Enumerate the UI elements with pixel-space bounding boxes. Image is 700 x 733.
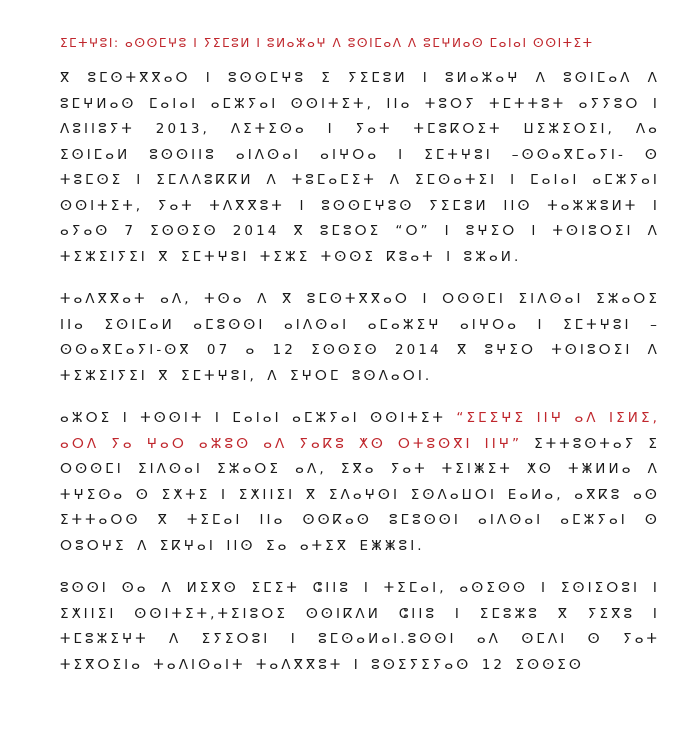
- paragraph-3-text-rest: ⵉⵜⵜⵓⵙⵜⴰⵢ ⵉ ⵔⵙⵙⵎⵏ ⵉⵏⴷⵙⴰⵏ ⵉⵣⴰⵔⵉ ⴰⴷ, ⵉⴳⴰ ⵢⴰⵜ ⵜⵉⵏⵥⵉⵜ ⵅⵙ ⵜⵥⵍⵍⴰ ⴷ ⵜⵖⵉⵙⴰ ⵙ ⵉⵅⵜⵉ ⵏ ⵉⵅⵏⵏⵉⵏ ⴳ ⵉⴷⴰⵖⵙⵏ ⵉⵙⴷⴰⵡⵔⵏ ⴹⴰⵍⴰ, ⴰⴳⴽⵓ ⴰⵙ ⵉⵜⵜⴰⵔⵙ ⴳ ⵜⵉⵎⴰⵏ ⵏⵏⴰ ⵙⵙⴽⴰⵙ ⵓⵎⵓⵙⵙⵏ ⴰⵏⴷⵙⴰⵏ ⴰⵎⵣⵢⴰⵏ ⵙ ⵔⵓⵔⵖⵉ ⴷ ⵉⴽⵖⴰⵏ ⵏⵏⵙ ⵉⴰ ⴰⵜⵉⴳ ⴹⵥⵥⵓⵏ.: [60, 435, 660, 554]
- document-title: ⵉⵎⵜⵖⵓⵏ: ⴰⵙⵙⵎⵖⵓ ⵏ ⵢⵉⵎⵓⵍ ⵏ ⵓⵍⴰⵣⴰⵖ ⴷ ⵓⵙⵏⵎⴰⴷ ⴷ ⵓⵎⵖⵍⴰⵙ ⵎⴰⵏⴰⵏ ⵙⵙⵏⵜⵉⵜ: [60, 36, 594, 50]
- paragraph-3: [60, 406, 660, 559]
- paragraph-1: [60, 66, 660, 270]
- paragraph-2-text: ⵜⴰⴷⴳⴳⴰⵜ ⴰⴷ, ⵜⵙⴰ ⴷ ⴳ ⵓⵎⵙⵜⴳⴳⴰⵔ ⵏ ⵔⵙⵙⵎⵏ ⵉⵏⴷⵙⴰⵏ ⵉⵣⴰⵔⵉ ⵏⵏⴰ ⵉⵙⵏⵎⴰⵍ ⴰⵎⵓⵙⵙⵏ ⴰⵏⴷⵙⴰⵏ ⴰⵎⴰⵣⵉⵖ ⴰⵏⵖⵔⴰ ⵏ ⵉⵎⵜⵖⵓⵏ – ⵙⵙⴰⴳⵎⴰⵢⵏ-ⵙⴳ 07 ⴰ 12 ⵉⵙⵙⵉⵙ 2014 ⴳ ⵓⵖⵉⵔ ⵜⵙⵏⵓⵔⵉⵏ ⴷ ⵜⵉⵣⵉⵏⵢⵉⵏ ⴳ ⵉⵎⵜⵖⵓⵏ, ⴷ ⵉⵖⵔⵎ ⵓⵙⴷⴰⵔⵏ.: [60, 291, 660, 384]
- paragraph-4: [60, 576, 660, 678]
- paragraph-3-text-intro: ⴰⵣⵔⵉ ⵏ ⵜⵙⵙⵏⵜ ⵏ ⵎⴰⵏⴰⵏ ⴰⵎⵣⵢⴰⵏ ⵙⵙⵏⵜⵉⵜ: [60, 410, 457, 426]
- paragraph-2: [60, 287, 660, 389]
- paragraph-1-text: ⴳ ⵓⵎⵙⵜⴳⴳⴰⵔ ⵏ ⵓⵙⵙⵎⵖⵓ ⵉ ⵢⵉⵎⵓⵍ ⵏ ⵓⵍⴰⵣⴰⵖ ⴷ ⵓⵙⵏⵎⴰⴷ ⴷ ⵓⵎⵖⵍⴰⵙ ⵎⴰⵏⴰⵏ ⴰⵎⵣⵢⴰⵏ ⵙⵙⵏⵜⵉⵜ, ⵏⵏⴰ ⵜⵓⵔⵢ ⵜⵎⵜⵜⵓⵜ ⴰⵢⵢⵓⵔ ⵏ ⴷⵓⵏⵏⵓⵢⵜ 2013, ⴷⵉⵜⵉⵙⴰ ⵏ ⵢⴰⵜ ⵜⵎⵓⴽⵔⵉⵜ ⵡⵉⵣⵉⵔⵉⵏ, ⴷⴰ ⵉⵙⵏⵎⴰⵍ ⵓⵙⵙⵏⵏⵓ ⴰⵏⴷⵙⴰⵏ ⴰⵏⵖⵔⴰ ⵏ ⵉⵎⵜⵖⵓⵏ –ⵙⵙⴰⴳⵎⴰⵢⵏ- ⵙ ⵜⵓⵎⵙⵉ ⵏ ⵉⵎⴷⴷⵓⴽⴽⵍ ⴷ ⵜⵓⵎⴰⵎⵉⵜ ⴷ ⵉⵎⵙⴰⵜⵉⵏ ⵏ ⵎⴰⵏⴰⵏ ⴰⵎⵣⵢⴰⵏ ⵙⵙⵏⵜⵉⵜ, ⵢⴰⵜ ⵜⴷⴳⴳⵓⵜ ⵏ ⵓⵙⵙⵎⵖⵓⵙ ⵢⵉⵎⵓⵍ ⵏⵏⵙ ⵜⴰⵣⵣⵓⵍⵜ ⵏ ⴰⵢⴰⵙ 7 ⵉⵙⵙⵉⵙ 2014 ⴳ ⵓⵎⵓⵔⵉ “ⵔ” ⵏ ⵓⵖⵉⵔ ⵏ ⵜⵙⵏⵓⵔⵉⵏ ⴷ ⵜⵉⵣⵉⵏⵢⵉⵏ ⴳ ⵉⵎⵜⵖⵓⵏ ⵜⵉⵣⵉ ⵜⵙⵙⵉ ⴽⵓⴰⵜ ⵏ ⵓⵣⴰⵍ.: [60, 70, 660, 265]
- paragraph-4-text: ⵓⵙⵙⵏ ⵙⴰ ⴷ ⵍⵉⴳⵙ ⵉⵎⵉⵜ ⵛⵏⵏⵓ ⵏ ⵜⵉⵎⴰⵏ, ⴰⵙⵉⵙⵙ ⵏ ⵉⵙⵏⵉⵔⵓⵏ ⵏ ⵉⵅⵏⵏⵉⵏ ⵙⵙⵏⵜⵉⵜ,ⵜⵉⵏⵓⵔⵉ ⵙⵙⵏⴽⴷⵍ ⵛⵏⵏⵓ ⵏ ⵉⵎⵓⵣⵓ ⴳ ⵢⵉⴳⵓ ⵏ ⵜⵎⵓⵣⵉⵖⵜ ⴷ ⵉⵢⵉⵔⵓⵏ ⵏ ⵓⵎⵙⴰⵍⴰⵏ.ⵓⵙⵙⵏ ⴰⴷ ⵙⵎⴷⵏ ⵙ ⵢⴰⵜ ⵜⵉⴳⵔⵉⵏⴰ ⵜⴰⴷⵏⵙⴰⵏⵜ ⵜⴰⴷⴳⴳⵓⵜ ⵏ ⵓⵙⵉⵢⵉⵢⴰⵙ 12 ⵉⵙⵙⵉⵙ: [60, 580, 660, 673]
- paragraph-3-quote: “ⵉⵎⵉⵖⵉ ⵏⵏⵖ ⴰⴷ ⵏⵉⵍⵉ, ⴰⵔⴷ ⵢⴰ ⵖⴰⵔ ⴰⵣⵓⵙ ⴰⴷ ⵢⴰⴽⵓ ⵅⵙ ⵔⵜⵓⵙⴳⵏ ⵏⵏⵖ”: [60, 410, 660, 452]
- document-body: [60, 66, 660, 695]
